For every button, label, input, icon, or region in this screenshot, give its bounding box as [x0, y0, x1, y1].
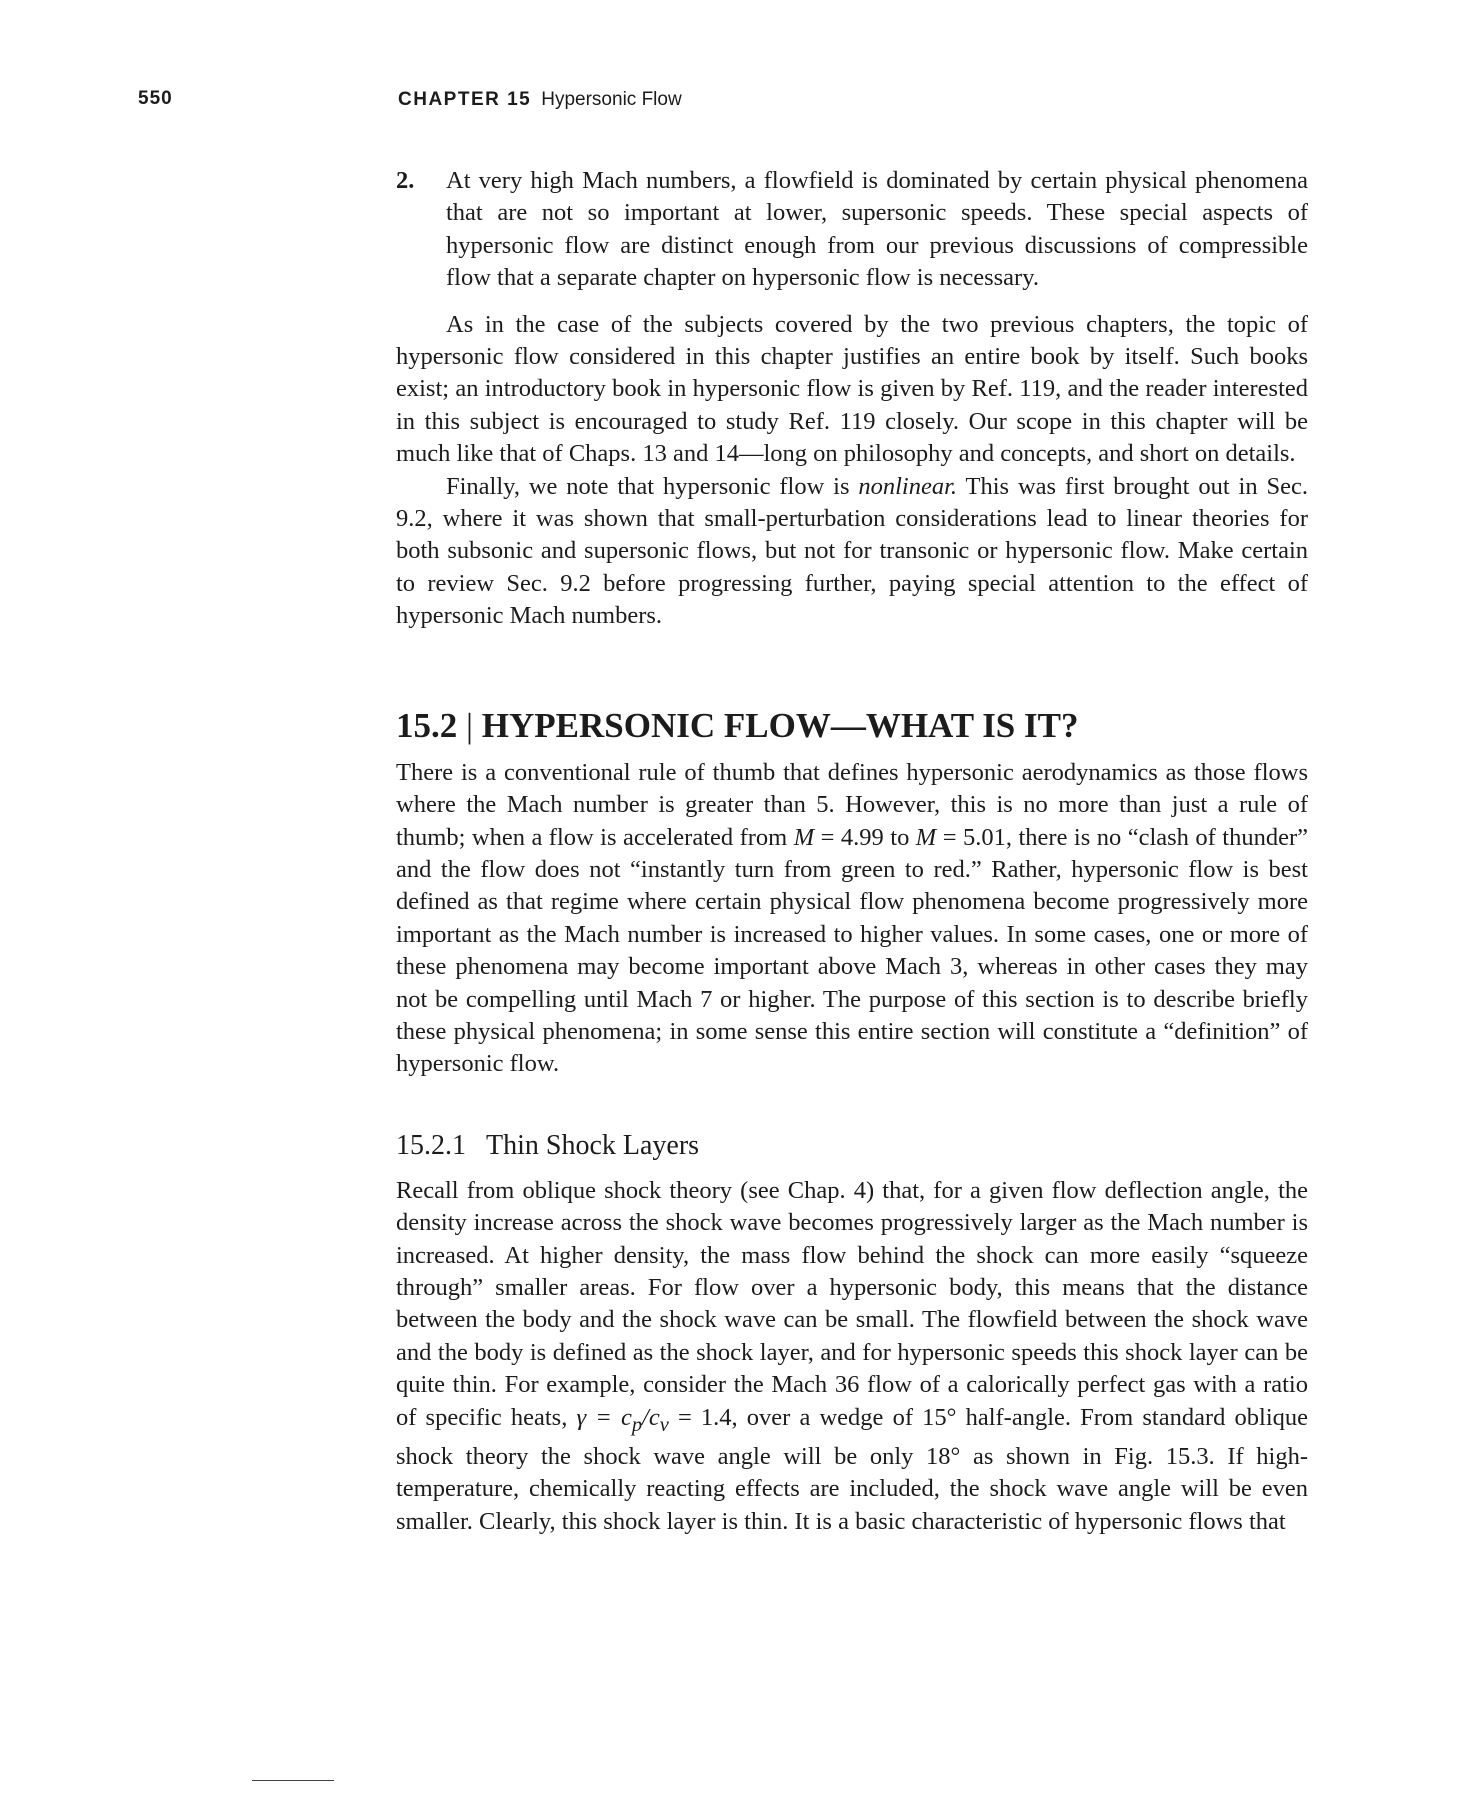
footer-rule [252, 1780, 334, 1781]
subsection-heading [396, 1129, 1308, 1163]
slash-c: /c [642, 1403, 660, 1431]
subsection-number: 15.2.1 [396, 1129, 466, 1161]
subsection-paragraph [396, 1175, 1308, 1538]
subsection-title: Thin Shock Layers [486, 1129, 700, 1161]
chapter-title: Hypersonic Flow [541, 89, 682, 110]
section-paragraph [396, 757, 1308, 1081]
section-heading [396, 706, 1308, 746]
gamma-value: = 1.4 [668, 1403, 732, 1431]
mach-symbol: M [915, 823, 937, 851]
page-number: 550 [138, 88, 173, 109]
subscript-v: v [659, 1413, 669, 1436]
intro-paragraph-2 [396, 471, 1308, 633]
emphasis-nonlinear: nonlinear. [858, 472, 958, 500]
subsection-text-a: Recall from oblique shock theory (see Chap. 4) that, for a given flow deflection angle, the density increase across the shock wave becomes progressively larger as the Mach number is increased. At higher density, the mass flow behind the shock can more easily “squeeze through” smaller areas. For flow over a hypersonic body, this means that the distance between the body and the shock wave can be small. The flowfield between the shock wave and the body is defined as the shock layer, and for hypersonic speeds this shock layer can be quite thin. For example, consider the Mach 36 flow of a calorically perfect gas with a ratio of specific heats, [396, 1176, 1308, 1431]
list-item-text: At very high Mach numbers, a flowfield is dominated by certain physical phenomena that are not so important at lower, supersonic speeds. These special aspects of hypersonic flow are distinct enough from our previous discussions of compressible flow that a separate chapter on hypersonic flow is necessary. [446, 167, 1308, 292]
intro-p2-rest: This was first brought out in Sec. 9.2, where it was shown that small-perturbation considerations lead to linear theories for both subsonic and supersonic flows, but not for transonic or hypersonic flow. Make certain to review Sec. 9.2 before progressing further, paying special attention to the effect of hypersonic Mach numbers. [396, 472, 1308, 630]
section-title: HYPERSONIC FLOW—WHAT IS IT? [481, 705, 1079, 745]
subsection-text-b: , over a wedge of 15° half-angle. From standard oblique shock theory the shock wave angle will be only 18° as shown in Fig. 15.3. If high-temperature, chemically reacting effects are included, the shock wave angle will be even smaller. Clearly, this shock layer is thin. It is a basic characteristic of hypersonic flows that [396, 1403, 1309, 1535]
list-item-number: 2. [396, 167, 415, 194]
mach-symbol: M [793, 823, 815, 851]
gamma-equation: γ = c [576, 1403, 632, 1431]
page-body [396, 165, 1308, 1538]
section-number: 15.2 [396, 705, 458, 745]
intro-paragraph-1: As in the case of the subjects covered by the two previous chapters, the topic of hypersonic flow considered in this chapter justifies an entire book by itself. Such books exist; an introductory book in hypersonic flow is given by Ref. 119, and the reader interested in this subject is encouraged to study Ref. 119 closely. Our scope in this chapter will be much like that of Chaps. 13 and 14—long on philosophy and concepts, and short on details. [396, 310, 1308, 468]
section-separator: | [466, 705, 474, 745]
section-text-b: , there is no “clash of thunder” and the flow does not “instantly turn from green to red.” Rather, hypersonic flow is best defined as that regime where certain physical flow phenomena become progressively more important as the Mach number is increased to higher values. In some cases, one or more of these phenomena may become important above Mach 3, whereas in other cases they may not be compelling until Mach 7 or higher. The purpose of this section is to describe briefly these physical phenomena; in some sense this entire section will constitute a “definition” of hypersonic flow. [396, 823, 1308, 1078]
subscript-p: p [631, 1413, 643, 1436]
running-head [398, 89, 682, 111]
intro-p2-text: Finally, we note that hypersonic flow is [446, 472, 859, 500]
list-item [396, 165, 1308, 295]
chapter-label: CHAPTER 15 [398, 89, 532, 110]
mach-value-2: = 5.01 [936, 823, 1006, 851]
section-text-a: There is a conventional rule of thumb that defines hypersonic aerodynamics as those flows where the Mach number is greater than 5. However, this is no more than just a rule of thumb; when a flow is accelerated from [396, 758, 1308, 851]
mach-value-1: = 4.99 to [814, 823, 916, 851]
